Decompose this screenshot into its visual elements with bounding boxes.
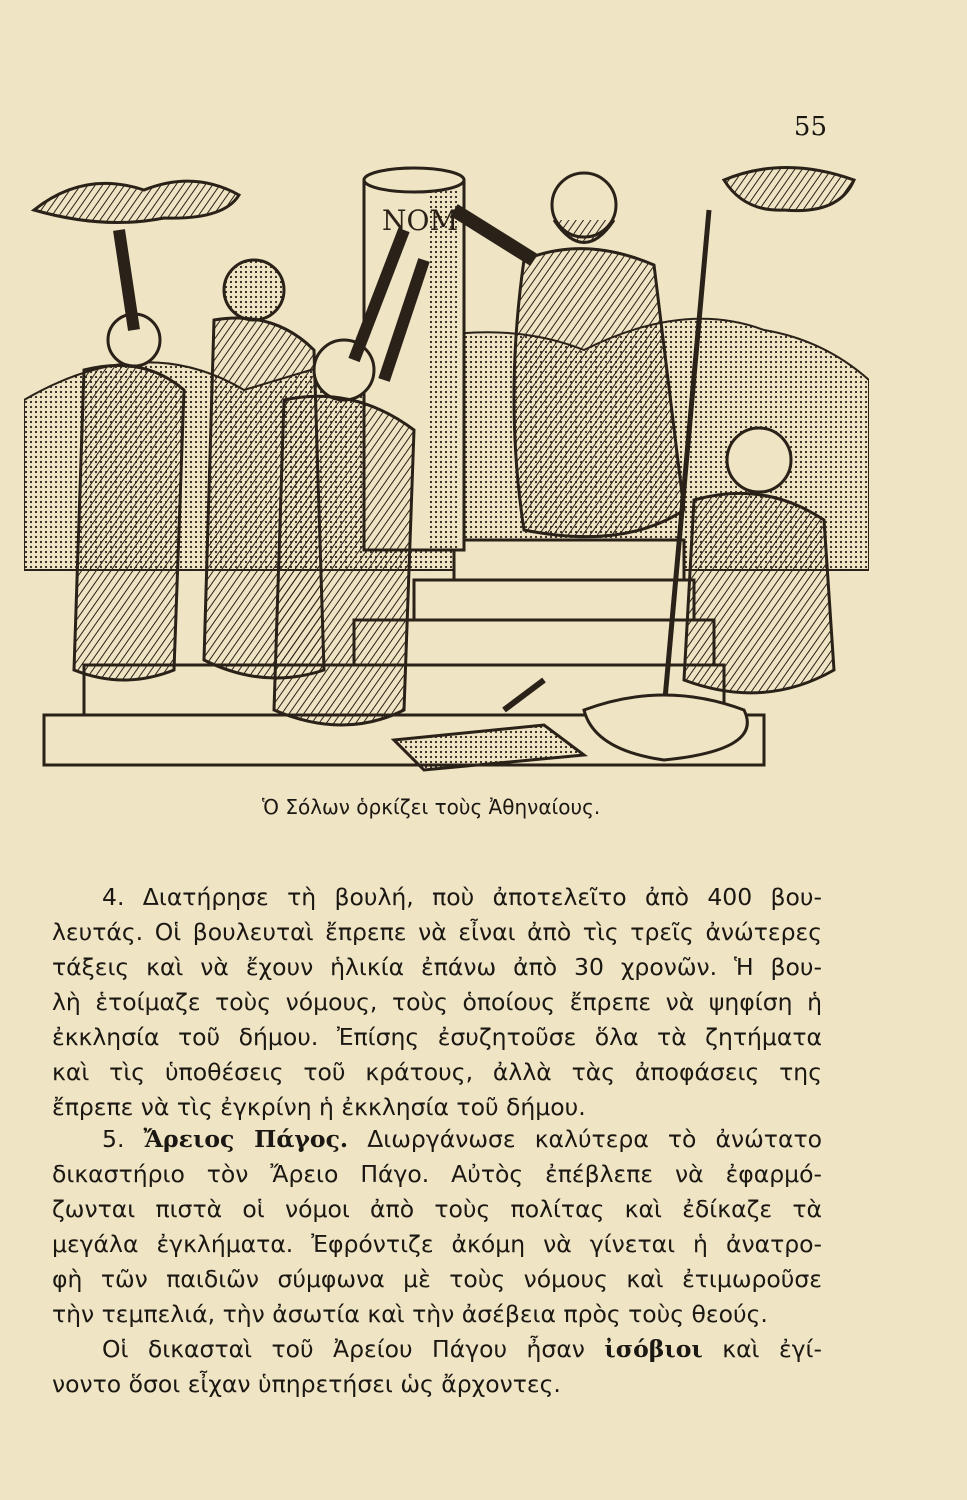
- text-line: 4. Διατήρησε τὴ βουλή, ποὺ ἀποτελεῖτο ἀπὸ 400 βου-: [102, 883, 822, 911]
- text-line: νοντο ὅσοι εἶχαν ὑπηρετήσει ὡς ἄρχοντες.: [52, 1370, 561, 1398]
- cloud-right: [724, 168, 854, 211]
- paragraph-5: [52, 1122, 822, 1332]
- text-line: ἐκκλησία τοῦ δήμου. Ἐπίσης ἐσυζητοῦσε ὅλα τὰ ζητήματα: [52, 1023, 822, 1051]
- text-fragment: καὶ ἐγί-: [722, 1335, 822, 1363]
- section-number: 5.: [102, 1125, 125, 1153]
- page-number: 55: [793, 112, 827, 142]
- text-fragment: Διωργάνωσε καλύτερα τὸ ἀνώτατο: [367, 1125, 822, 1153]
- text-line: δικαστήριο τὸν Ἄρειο Πάγο. Αὐτὸς ἐπέβλεπε νὰ ἐφαρμό-: [52, 1160, 822, 1188]
- cloud-left: [34, 181, 239, 222]
- text-line: φὴ τῶν παιδιῶν σύμφωνα μὲ τοὺς νόμους καὶ ἐτιμωροῦσε: [52, 1265, 822, 1293]
- text-line-first: [52, 1122, 822, 1157]
- text-line-first: [52, 1332, 822, 1367]
- text-line: λευτάς. Οἱ βουλευταὶ ἔπρεπε νὰ εἶναι ἀπὸ τὶς τρεῖς ἀνώτερες: [52, 918, 822, 946]
- text-line: ἔπρεπε νὰ τὶς ἐγκρίνη ἡ ἐκκλησία τοῦ δήμου.: [52, 1093, 586, 1121]
- solon-illustration: [24, 150, 869, 780]
- text-line: ζωνται πιστὰ οἱ νόμοι ἀπὸ τοὺς πολίτας καὶ ἐδίκαζε τὰ: [52, 1195, 822, 1223]
- text-line: τάξεις καὶ νὰ ἔχουν ἡλικία ἐπάνω ἀπὸ 30 χρονῶν. Ἡ βου-: [52, 953, 822, 981]
- citizen-figures: [74, 230, 424, 725]
- section-heading: Ἄρειος Πάγος.: [143, 1125, 349, 1153]
- text-fragment: Οἱ δικασταὶ τοῦ Ἀρείου Πάγου ἦσαν: [102, 1335, 585, 1363]
- paragraph-4: [52, 880, 822, 1125]
- text-line: καὶ τὶς ὑποθέσεις τοῦ κράτους, ἀλλὰ τὰς ἀποφάσεις της: [52, 1058, 822, 1086]
- illustration-caption: Ὁ Σόλων ὁρκίζει τοὺς Ἀθηναίους.: [262, 795, 601, 819]
- text-line: λὴ ἑτοίμαζε τοὺς νόμους, τοὺς ὁποίους ἔπρεπε νὰ ψηφίση ἡ: [52, 988, 822, 1016]
- text-line: τὴν τεμπελιά, τὴν ἀσωτία καὶ τὴν ἀσέβεια πρὸς τοὺς θεούς.: [52, 1300, 768, 1328]
- emphasis-term: ἰσόβιοι: [604, 1335, 703, 1363]
- paragraph-6: [52, 1332, 822, 1402]
- column-inscription: ΝΟΜ: [382, 204, 459, 237]
- text-line: μεγάλα ἐγκλήματα. Ἐφρόντιζε ἀκόμη νὰ γίνεται ἡ ἀνατρο-: [52, 1230, 822, 1258]
